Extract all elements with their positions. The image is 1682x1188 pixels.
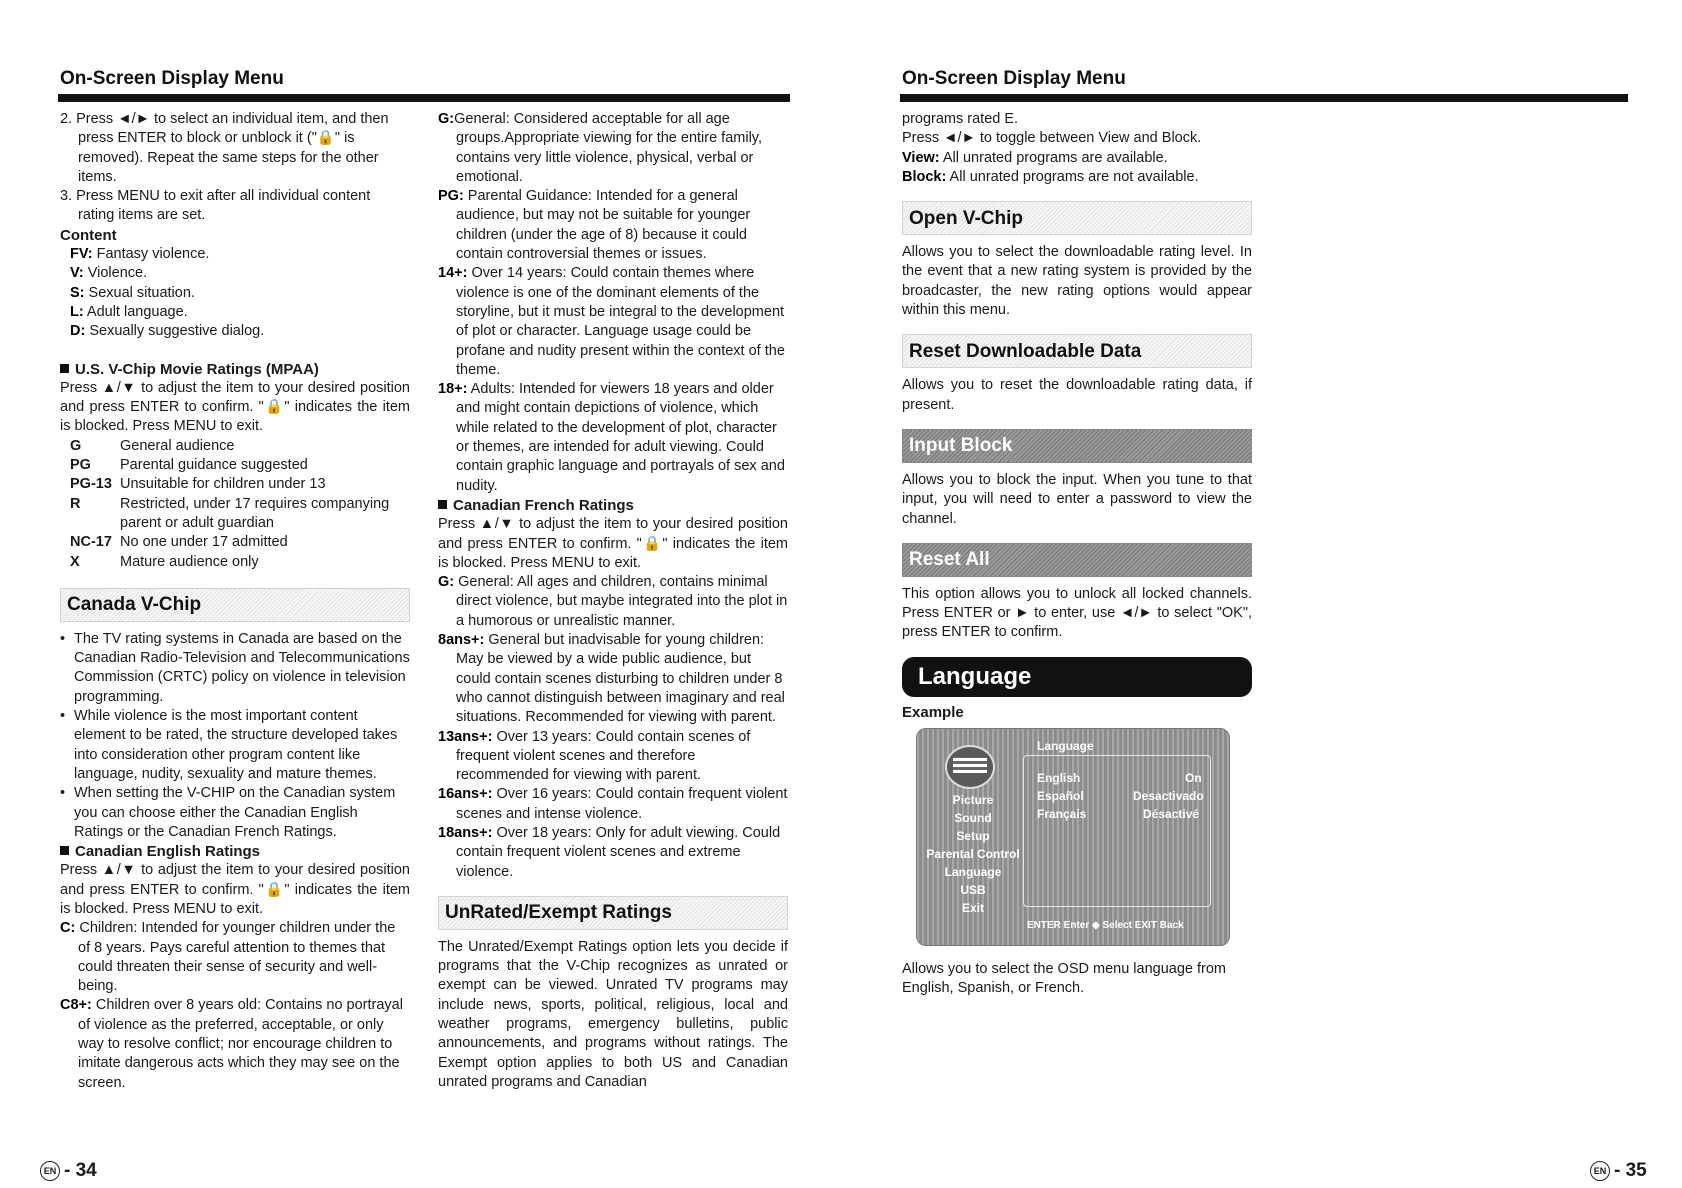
english-intro: Press ▲/▼ to adjust the item to your desired position and press ENTER to confirm. "🔒" indicates the item is blocked. Press MENU to exit. xyxy=(60,862,410,917)
canada-bullets: • The TV rating systems in Canada are based on the Canadian Radio-Television and Telecommunications Commission (CRTC) policy on violence in television programming. • While violence is the most important content element to be rated, the structure developed takes into consideration other program content like language, nudity, sexuality and mature themes. • When setting the V-CHIP on the Canadian system you can choose either the Canadian English Ratings or the Canadian French Ratings. xyxy=(60,630,410,842)
osd-menu-item: USB xyxy=(960,883,986,898)
left-column-2 xyxy=(438,110,788,1092)
rating-row: R Restricted, under 17 requires companying parent or adult guardian xyxy=(70,495,390,531)
content-heading: Content xyxy=(60,226,117,244)
rating-row: PG Parental guidance suggested xyxy=(70,457,308,474)
osd-title: Language xyxy=(1037,739,1094,754)
open-vchip-text: Allows you to select the downloadable rating level. In the event that a new rating system is provided by the broadcaster, the new rating options would appear within this menu. xyxy=(902,244,1252,319)
french-13: 13ans+: Over 13 years: Could contain scenes of frequent violent scenes and therefore recommended for viewing with parent. xyxy=(438,728,751,784)
osd-screenshot xyxy=(916,728,1230,946)
section-reset-all: Reset All xyxy=(902,543,1252,577)
rating-row: X Mature audience only xyxy=(70,553,259,570)
en-logo-icon: EN xyxy=(40,1161,60,1181)
french-18: 18ans+: Over 18 years: Only for adult viewing. Could contain frequent violent scenes and extreme violence. xyxy=(438,824,781,880)
rating-row: G General audience xyxy=(70,437,235,454)
english-c: C: Children: Intended for younger children under the of 8 years. Pays careful attention to themes that could threaten their sense of security and well-being. xyxy=(60,920,396,995)
osd-footer: ENTER Enter ◆ Select EXIT Back xyxy=(1027,919,1184,931)
language-banner: Language xyxy=(902,657,1252,697)
english-14: 14+: Over 14 years: Could contain themes where violence is one of the dominant elements of the storyline, but it must be integral to the development of plot or character. Language usage could be profane and nudity present within the context of the theme. xyxy=(438,265,785,378)
left-column-1 xyxy=(60,110,410,1093)
rating-row: PG-13 Unsuitable for children under 13 xyxy=(70,476,326,493)
osd-option-state: Désactivé xyxy=(1143,807,1200,822)
cont-line-1: programs rated E. xyxy=(902,111,1019,127)
section-open-vchip: Open V-Chip xyxy=(902,201,1252,235)
english-18: 18+: Adults: Intended for viewers 18 years and older and might contain depictions of violence, which while related to the development of plot, character or themes, are intended for adult viewing. Could contain graphic language and portrayals of sex and nudity. xyxy=(438,381,785,494)
osd-menu-item: Parental Control xyxy=(926,847,1020,862)
english-g: G:General: Considered acceptable for all age groups.Appropriate viewing for the entire family, contains very little violence, physical, verbal or emotional. xyxy=(438,111,762,185)
section-reset-downloadable: Reset Downloadable Data xyxy=(902,334,1252,368)
square-bullet-icon xyxy=(60,364,69,373)
header-rule-left xyxy=(58,94,790,102)
view-line: View: All unrated programs are available. xyxy=(902,149,1168,166)
osd-option-lang: Français xyxy=(1037,807,1087,822)
french-16: 16ans+: Over 16 years: Could contain frequent violent scenes and intense violence. xyxy=(438,786,788,822)
mpaa-heading: U.S. V-Chip Movie Ratings (MPAA) xyxy=(60,360,410,379)
english-pg: PG: Parental Guidance: Intended for a general audience, but may not be suitable for younger children (under the age of 8) because it could contain controversial themes or issues. xyxy=(438,188,751,263)
rating-row: NC-17 No one under 17 admitted xyxy=(70,534,288,551)
osd-option-state: Desactivado xyxy=(1133,789,1204,804)
osd-menu-item: Picture xyxy=(952,793,994,808)
english-c8: C8+: Children over 8 years old: Contains no portrayal of violence as the preferred, acceptable, or only way to resolve conflict; nor encourage children to imitate dangerous acts which they may see on the screen. xyxy=(60,997,403,1091)
osd-option-lang: Español xyxy=(1037,789,1084,804)
content-list: FV: Fantasy violence. V: Violence. S: Sexual situation. L: Adult language. D: Sexually suggestive dialog. xyxy=(70,246,265,340)
right-column xyxy=(902,110,1252,999)
mpaa-intro: Press ▲/▼ to adjust the item to your desired position and press ENTER to confirm. "🔒" indicates the item is blocked. Press MENU to exit. xyxy=(60,379,410,435)
osd-menu-item: Setup xyxy=(956,829,990,844)
osd-option-lang: English xyxy=(1037,771,1081,786)
section-canada-vchip: Canada V-Chip xyxy=(60,588,410,622)
cont-line-2: Press ◄/► to toggle between View and Block. xyxy=(902,130,1202,147)
en-logo-icon: EN xyxy=(1590,1161,1610,1181)
input-block-text: Allows you to block the input. When you tune to that input, you will need to enter a password to view the channel. xyxy=(902,471,1252,527)
osd-menu-item: Exit xyxy=(961,901,984,916)
page-header-left: On-Screen Display Menu xyxy=(60,68,284,89)
french-8: 8ans+: General but inadvisable for young children: May be viewed by a wide public audience, but could contain scenes disturbing to children under 8 who cannot distinguish between imaginary and real situations. Recommended for viewing with parent. xyxy=(438,632,785,726)
block-line: Block: All unrated programs are not available. xyxy=(902,168,1199,185)
reset-all-text: This option allows you to unlock all locked channels. Press ENTER or ► to enter, use ◄/► to select "OK", press ENTER to confirm. xyxy=(902,585,1252,641)
reset-dl-text: Allows you to reset the downloadable rating data, if present. xyxy=(902,377,1252,413)
language-text: Allows you to select the OSD menu language from English, Spanish, or French. xyxy=(902,961,1226,997)
french-ratings-heading: Canadian French Ratings xyxy=(438,496,788,515)
french-intro: Press ▲/▼ to adjust the item to your desired position and press ENTER to confirm. "🔒" indicates the item is blocked. Press MENU to exit. xyxy=(438,516,788,571)
section-input-block: Input Block xyxy=(902,429,1252,463)
example-label: Example xyxy=(902,703,964,721)
header-rule-right xyxy=(900,94,1628,102)
french-g: G: General: All ages and children, contains minimal direct violence, but maybe integrated into the plot in a humorous or unrealistic manner. xyxy=(438,574,788,629)
step-2: 2. Press ◄/► to select an individual item, and then press ENTER to block or unblock it ("🔒" is removed). Repeat the same steps for the other items. xyxy=(60,111,389,185)
square-bullet-icon xyxy=(60,846,69,855)
page-number-left: EN - 34 xyxy=(40,1160,97,1182)
mpaa-ratings xyxy=(60,437,410,572)
unrated-text: The Unrated/Exempt Ratings option lets you decide if programs that the V-Chip recognizes as unrated or exempt can be viewed. Unrated TV programs may include news, sports, political, religious, local and weather programs, emergency bulletins, public announcements, and programs without ratings. The Exempt option applies to both US and Canadian unrated programs and Canadian xyxy=(438,938,788,1090)
osd-menu xyxy=(925,791,1021,917)
globe-flag-icon xyxy=(945,745,995,789)
osd-menu-item: Sound xyxy=(954,811,992,826)
english-ratings-heading: Canadian English Ratings xyxy=(60,842,410,861)
page-header-right: On-Screen Display Menu xyxy=(902,68,1126,89)
osd-menu-item: Language xyxy=(944,865,1002,880)
section-unrated-exempt: UnRated/Exempt Ratings xyxy=(438,896,788,930)
step-3: 3. Press MENU to exit after all individual content rating items are set. xyxy=(60,188,371,224)
osd-option-state: On xyxy=(1185,771,1202,786)
page-number-right: EN - 35 xyxy=(1590,1160,1647,1182)
square-bullet-icon xyxy=(438,500,447,509)
